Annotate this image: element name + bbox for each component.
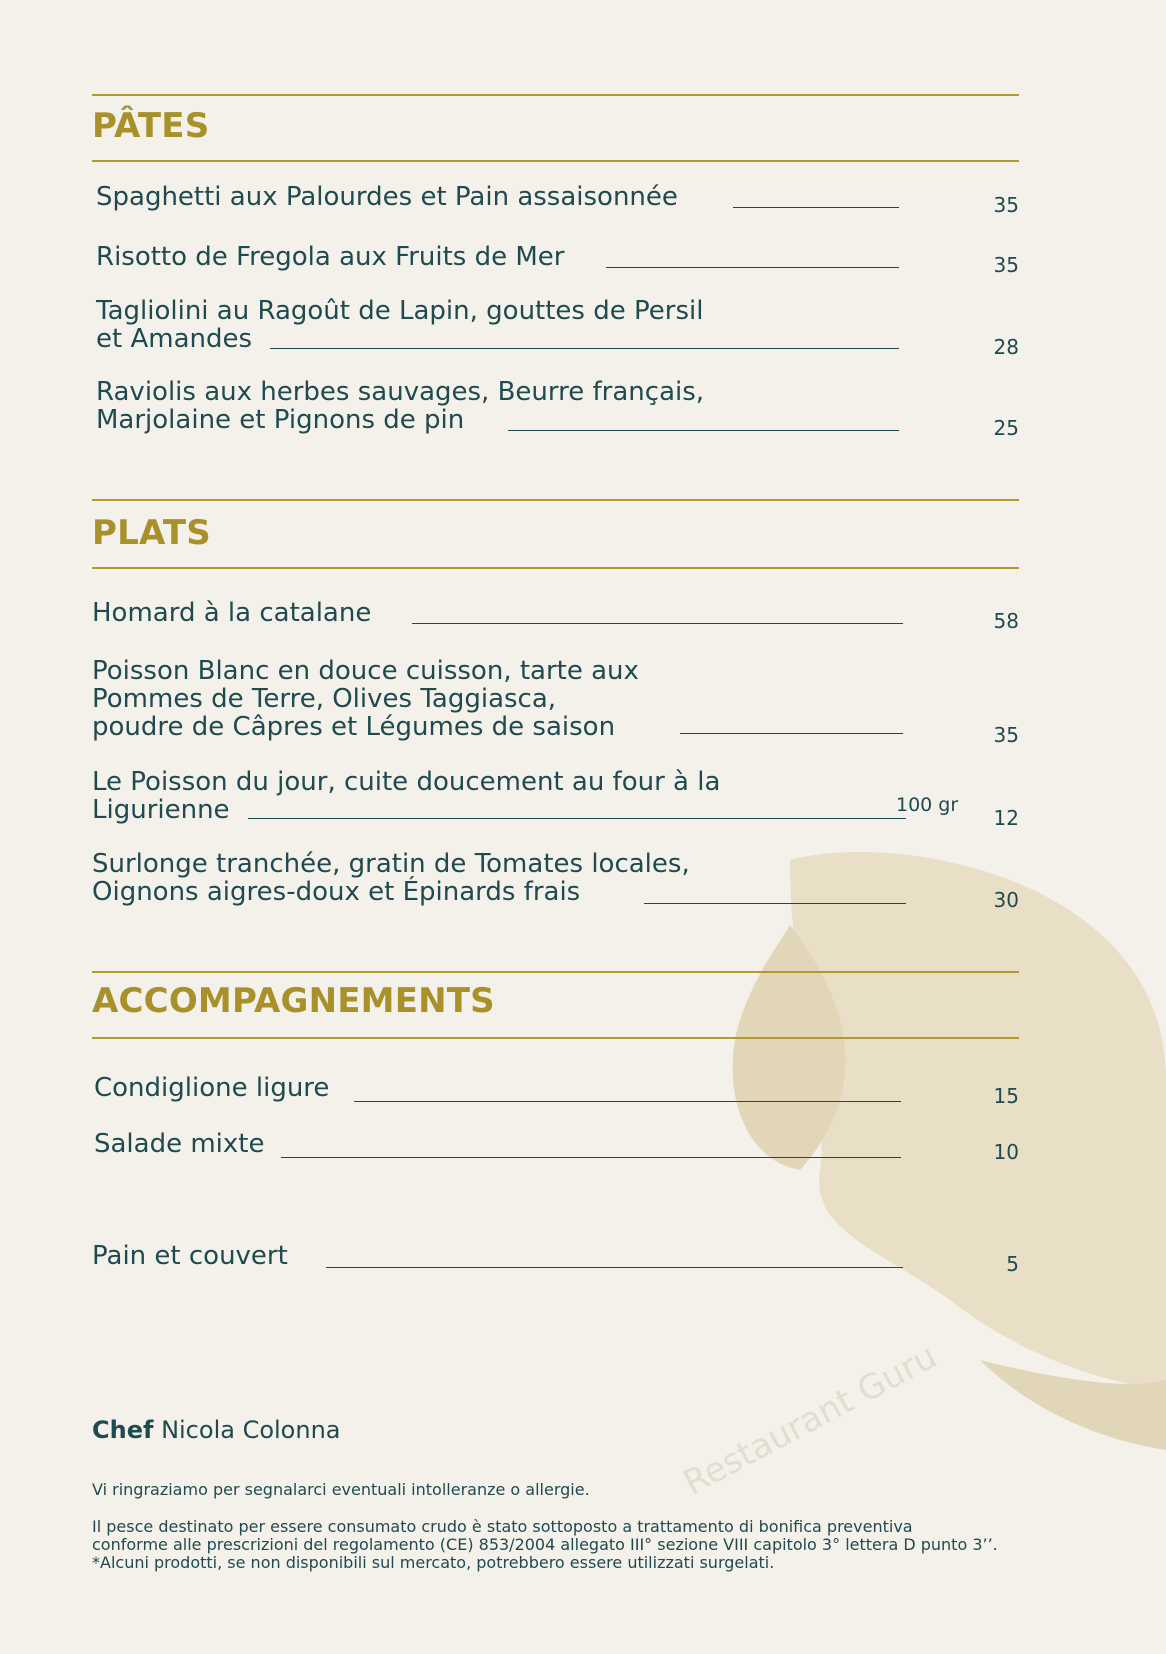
item-price: 15 <box>993 1084 1019 1108</box>
menu-item <box>94 1071 1019 1108</box>
leader-line <box>606 267 899 268</box>
item-unit: 100 gr <box>896 794 959 816</box>
leader-line <box>248 818 906 819</box>
section-title-pates: PÂTES <box>92 106 210 146</box>
menu-item <box>96 376 1019 440</box>
item-price: 35 <box>993 193 1019 217</box>
leader-line <box>354 1101 901 1102</box>
menu-item <box>92 766 1019 830</box>
item-price: 30 <box>993 888 1019 912</box>
chef-name: Nicola Colonna <box>161 1416 341 1444</box>
menu-item <box>92 848 1019 912</box>
item-price: 12 <box>993 806 1019 830</box>
leader-line <box>281 1157 901 1158</box>
chef-label: Chef <box>92 1416 154 1444</box>
menu-item <box>92 655 1019 747</box>
section-title-plats: PLATS <box>92 513 211 553</box>
fish-treatment-note: Il pesce destinato per essere consumato crudo è stato sottoposto a trattamento di bonifica preventiva conforme alle prescrizioni del regolamento (CE) 853/2004 allegato III° sezione VIII capitolo 3° lettera D punto 3’’. *Alcuni prodotti, se non disponibili sul mercato, potrebbero essere utilizzati surgelati. <box>92 1517 998 1572</box>
section-rule-top <box>92 499 1019 501</box>
item-price: 25 <box>993 416 1019 440</box>
section-rule-bottom <box>92 160 1019 162</box>
menu-item <box>92 596 1019 633</box>
item-name: Raviolis aux herbes sauvages, Beurre français, Marjolaine et Pignons de pin <box>96 377 705 435</box>
item-name: Surlonge tranchée, gratin de Tomates locales, Oignons aigres-doux et Épinards frais <box>92 849 690 907</box>
item-name: Salade mixte <box>94 1129 265 1159</box>
item-name: Spaghetti aux Palourdes et Pain assaisonnée <box>96 182 678 212</box>
leader-line <box>326 1267 903 1268</box>
item-name: Le Poisson du jour, cuite doucement au four à la Ligurienne <box>92 767 721 825</box>
item-name: Tagliolini au Ragoût de Lapin, gouttes de Persil et Amandes <box>96 296 704 354</box>
leader-line <box>270 348 899 349</box>
leader-line <box>412 623 903 624</box>
item-name: Condiglione ligure <box>94 1073 330 1103</box>
section-rule-top <box>92 94 1019 96</box>
leader-line <box>644 903 906 904</box>
item-name: Poisson Blanc en douce cuisson, tarte aux Pommes de Terre, Olives Taggiasca, poudre de Câpres et Légumes de saison <box>92 656 639 742</box>
item-price: 35 <box>993 253 1019 277</box>
item-price: 35 <box>993 723 1019 747</box>
large-leaf-shape <box>790 852 1166 1390</box>
leader-line <box>733 207 899 208</box>
menu-item <box>96 180 1019 217</box>
item-price: 5 <box>1006 1252 1019 1276</box>
chef-credit <box>92 1416 341 1444</box>
section-rule-bottom <box>92 1037 1019 1039</box>
item-price: 10 <box>993 1140 1019 1164</box>
section-title-accompagnements: ACCOMPAGNEMENTS <box>92 981 495 1021</box>
menu-item <box>96 240 1019 277</box>
item-name: Risotto de Fregola aux Fruits de Mer <box>96 242 565 272</box>
leader-line <box>508 430 899 431</box>
menu-item <box>96 295 1019 359</box>
menu-item <box>94 1127 1019 1164</box>
item-price: 58 <box>993 609 1019 633</box>
watermark: Restaurant Guru <box>677 1336 944 1504</box>
item-name: Homard à la catalane <box>92 598 372 628</box>
menu-item-cover-charge <box>92 1239 1019 1276</box>
leader-line <box>680 733 903 734</box>
section-rule-bottom <box>92 567 1019 569</box>
section-rule-top <box>92 971 1019 973</box>
item-price: 28 <box>993 335 1019 359</box>
item-name: Pain et couvert <box>92 1241 288 1271</box>
allergy-note: Vi ringraziamo per segnalarci eventuali intolleranze o allergie. <box>92 1480 590 1499</box>
